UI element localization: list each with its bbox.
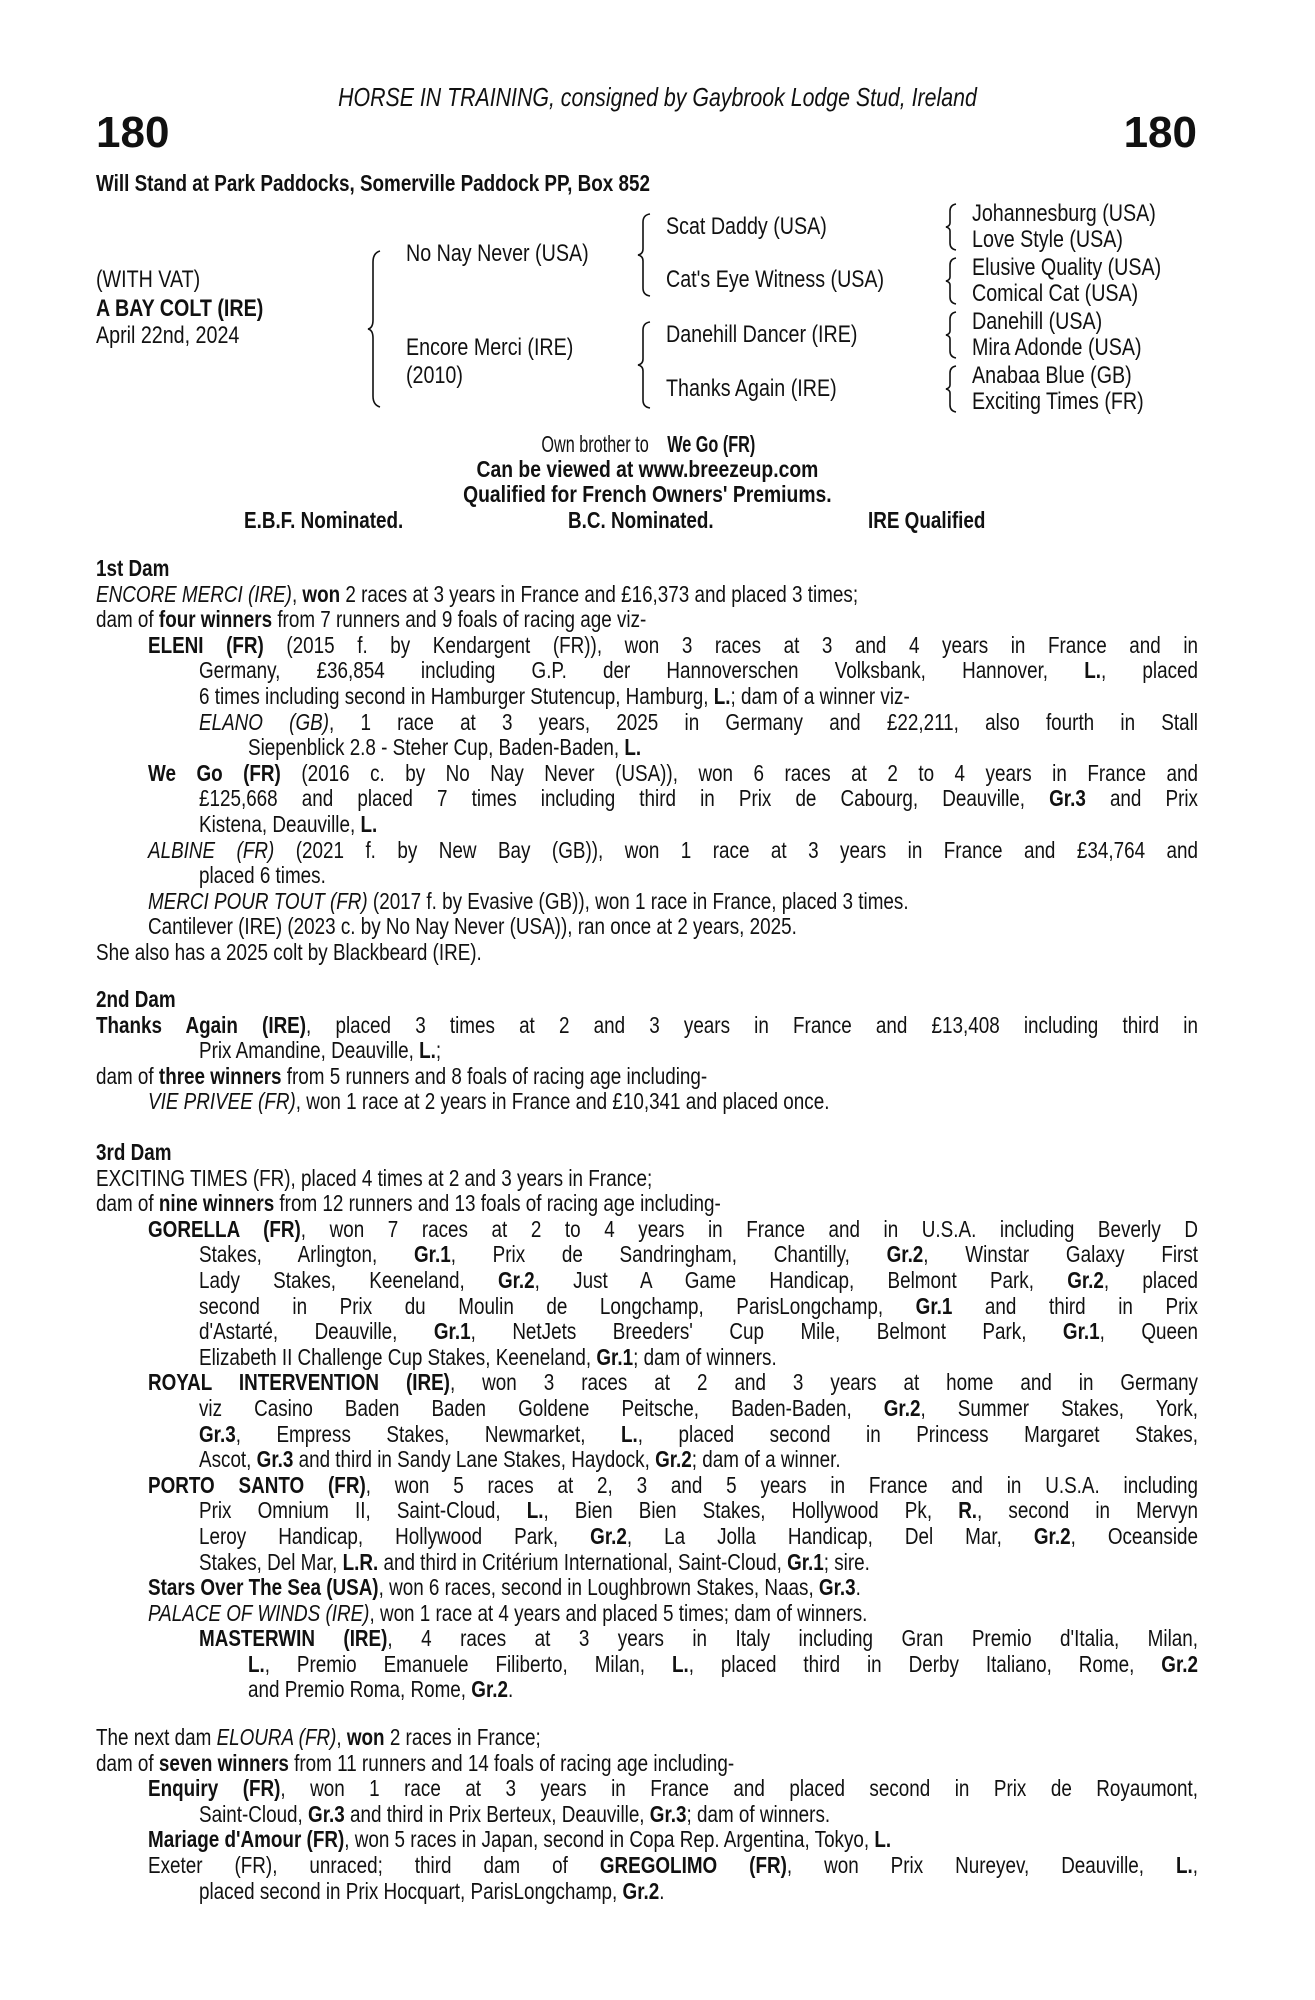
bold-run: Mariage d'Amour (FR) <box>148 1826 345 1853</box>
pedigree-brace <box>946 311 958 359</box>
text-run: , NetJets Breeders' Cup Mile, Belmont Park, <box>470 1318 1063 1345</box>
record-line <box>96 1725 1198 1751</box>
dam-dam: Thanks Again (IRE) <box>666 375 837 402</box>
pedigree-brace <box>946 257 958 305</box>
text-run: , placed <box>1101 657 1198 684</box>
premiums-text: Qualified for French Owners' Premiums. <box>462 481 832 507</box>
text-run: dam of <box>96 606 159 633</box>
record-line <box>199 1038 1198 1064</box>
italic-run: ELOURA (FR) <box>216 1724 337 1750</box>
record-line <box>248 1677 1198 1703</box>
text-run: (2017 f. by Evasive (GB)), won 1 race in France, placed 3 times. <box>367 887 909 914</box>
own-brother-name: We Go (FR) <box>666 431 755 457</box>
text-run: 2 races at 3 years in France and £16,373 and placed 3 times; <box>340 580 859 607</box>
consignor-line: HORSE IN TRAINING, consigned by Gaybrook Lodge Stud, Ireland <box>338 82 977 112</box>
bold-run: Gr.2 <box>1033 1522 1071 1549</box>
lot-number-left: 180 <box>96 108 170 157</box>
record-line <box>96 940 1198 966</box>
record-line <box>148 914 1198 940</box>
record-line <box>199 1319 1198 1345</box>
text-run: The next dam <box>96 1724 217 1750</box>
text-run: She also has a 2025 colt by Blackbeard (IRE). <box>96 938 482 965</box>
foaling-date: April 22nd, 2024 <box>96 322 240 349</box>
text-run: , Prix de Sandringham, Chantilly, <box>450 1241 887 1268</box>
record-line <box>199 710 1198 736</box>
text-run: dam of <box>96 1749 159 1776</box>
text-run: , won 1 race at 3 years in France and placed second in Prix de Royaumont, <box>280 1775 1198 1802</box>
text-run: , won 1 race at 4 years and placed 5 times; dam of winners. <box>369 1599 868 1626</box>
text-run: , La Jolla Handicap, Del Mar, <box>626 1522 1034 1549</box>
text-run: ; dam of a winner viz- <box>730 682 910 709</box>
record-line <box>199 1626 1198 1652</box>
record-line <box>148 1473 1198 1499</box>
record-line <box>248 735 1198 761</box>
text-run: , <box>1192 1851 1199 1878</box>
text-run: Ascot, <box>199 1446 257 1473</box>
viewing-note <box>0 456 1294 483</box>
text-run: , placed second in Princess Margaret Stakes, <box>637 1420 1198 1447</box>
lot-number-right: 180 <box>1123 108 1197 157</box>
text-run: and third in Prix <box>952 1292 1198 1319</box>
text-run: . <box>855 1574 861 1601</box>
record-line <box>96 1064 1198 1090</box>
bold-run: L. <box>360 810 378 837</box>
text-run: , won 7 races at 2 to 4 years in France and in U.S.A. including Beverly D <box>300 1215 1198 1242</box>
record-line <box>148 1217 1198 1243</box>
bold-run: L. <box>248 1650 265 1677</box>
dam-year: (2010) <box>406 362 463 389</box>
italic-run: ELANO (GB) <box>199 708 329 735</box>
record-line <box>248 1652 1198 1678</box>
pedigree-brace <box>946 203 958 251</box>
text-run: dam of <box>96 1190 159 1217</box>
bold-run: MASTERWIN (IRE) <box>199 1625 388 1652</box>
premiums-note <box>0 481 1294 508</box>
record-line <box>148 889 1198 915</box>
italic-run: ALBINE (FR) <box>148 836 275 863</box>
vat-label: (WITH VAT) <box>96 266 201 293</box>
record-line <box>96 1013 1198 1039</box>
ire-qualified: IRE Qualified <box>868 507 986 533</box>
record-line <box>96 582 1198 608</box>
record-line <box>148 838 1198 864</box>
text-run: Prix Omnium II, Saint-Cloud, <box>199 1497 527 1524</box>
bold-run: L. <box>1084 657 1101 684</box>
bold-run: Gr.3 <box>256 1446 294 1473</box>
sire-dam: Cat's Eye Witness (USA) <box>666 266 885 293</box>
text-run: ; sire. <box>823 1548 870 1575</box>
text-run: , Empress Stakes, Newmarket, <box>235 1420 622 1447</box>
text-run: from 12 runners and 13 foals of racing age including- <box>274 1190 721 1217</box>
text-run: , won 6 races, second in Loughbrown Stakes, Naas, <box>378 1574 819 1601</box>
bold-run: Gr.2 <box>1161 1650 1198 1677</box>
ancestor: Anabaa Blue (GB) <box>972 362 1132 389</box>
catalogue-header <box>0 82 1315 113</box>
record-line <box>148 1776 1198 1802</box>
record-line <box>96 1166 1198 1192</box>
text-run: , second in Mervyn <box>977 1497 1199 1524</box>
ancestor: Danehill (USA) <box>972 308 1103 335</box>
text-run: (2016 c. by No Nay Never (USA)), won 6 races at 2 to 4 years in France and <box>280 759 1198 786</box>
bold-run: Gr.1 <box>787 1548 824 1575</box>
text-run: Stakes, Arlington, <box>199 1241 414 1268</box>
text-run: 6 times including second in Hamburger Stutencup, Hamburg, <box>199 682 714 709</box>
second-dam-section <box>0 987 1315 1115</box>
text-run: , placed third in Derby Italiano, Rome, <box>688 1650 1162 1677</box>
record-line <box>199 786 1198 812</box>
next-dam-section <box>0 1725 1315 1904</box>
record-line <box>96 607 1198 633</box>
record-line <box>148 1601 1198 1627</box>
record-line <box>199 1550 1198 1576</box>
text-run: ; dam of a winner. <box>691 1446 841 1473</box>
record-line <box>148 761 1198 787</box>
text-run: , won 5 races in Japan, second in Copa Rep. Argentina, Tokyo, <box>344 1826 875 1853</box>
bold-run: L. <box>419 1037 436 1064</box>
text-run: Prix Amandine, Deauville, <box>199 1037 420 1064</box>
italic-run: VIE PRIVEE (FR) <box>148 1088 296 1115</box>
text-run: £125,668 and placed 7 times including third in Prix de Cabourg, Deauville, <box>199 785 1050 812</box>
record-line <box>199 863 1198 889</box>
text-run: and Premio Roma, Rome, <box>248 1676 472 1703</box>
sire: No Nay Never (USA) <box>406 240 589 267</box>
record-line <box>199 1879 1198 1905</box>
dam: Encore Merci (IRE) <box>406 334 574 361</box>
bold-run: GORELLA (FR) <box>148 1215 301 1242</box>
bold-run: GREGOLIMO (FR) <box>599 1851 787 1878</box>
bold-run: ROYAL INTERVENTION (IRE) <box>148 1369 450 1396</box>
text-run: from 5 runners and 8 foals of racing age including- <box>281 1062 708 1089</box>
bold-run: L. <box>1175 1851 1193 1878</box>
ancestor: Elusive Quality (USA) <box>972 254 1162 281</box>
record-line <box>148 1575 1198 1601</box>
bold-run: Thanks Again (IRE) <box>96 1011 307 1038</box>
text-run: Stakes, Del Mar, <box>199 1548 343 1575</box>
ancestor: Love Style (USA) <box>972 226 1123 253</box>
text-run: d'Astarté, Deauville, <box>199 1318 434 1345</box>
record-line <box>199 1345 1198 1371</box>
bold-run: Gr.2 <box>471 1676 508 1703</box>
bold-run: nine winners <box>158 1190 275 1217</box>
first-dam-section <box>0 556 1315 966</box>
text-run: ; dam of winners. <box>633 1343 777 1370</box>
text-run: , placed 3 times at 2 and 3 years in France and £13,408 including third in <box>306 1011 1198 1038</box>
text-run: , won 3 races at 2 and 3 years at home and in Germany <box>449 1369 1198 1396</box>
ancestor: Comical Cat (USA) <box>972 280 1139 307</box>
bold-run: L. <box>621 1420 638 1447</box>
bold-run: L. <box>526 1497 544 1524</box>
bold-run: We Go (FR) <box>148 759 281 786</box>
record-line <box>199 1422 1198 1448</box>
own-brother-prefix: Own brother to <box>540 431 649 457</box>
viewing-text: Can be viewed at www.breezeup.com <box>476 456 818 482</box>
section-heading: 2nd Dam <box>96 986 176 1012</box>
text-run: . <box>507 1676 514 1703</box>
bold-run: ELENI (FR) <box>148 631 264 658</box>
text-run: , Queen <box>1099 1318 1199 1345</box>
ebf-nominated: E.B.F. Nominated. <box>244 507 404 533</box>
bold-run: Enquiry (FR) <box>148 1775 281 1802</box>
text-run: , Summer Stakes, York, <box>920 1394 1199 1421</box>
text-run: , won 5 races at 2, 3 and 5 years in France and in U.S.A. including <box>365 1471 1198 1498</box>
ancestor: Exciting Times (FR) <box>972 388 1144 415</box>
record-line <box>199 1524 1198 1550</box>
italic-run: MERCI POUR TOUT (FR) <box>148 887 368 914</box>
text-run: , Winstar Galaxy First <box>923 1241 1198 1268</box>
record-line <box>199 684 1198 710</box>
record-line <box>148 1370 1198 1396</box>
text-run: and third in Sandy Lane Stakes, Haydock, <box>293 1446 656 1473</box>
text-run: Elizabeth II Challenge Cup Stakes, Keeneland, <box>199 1343 597 1370</box>
ancestor: Mira Adonde (USA) <box>972 334 1142 361</box>
text-run: , <box>291 580 303 607</box>
text-run: viz Casino Baden Baden Goldene Peitsche, Baden-Baden, <box>199 1394 884 1421</box>
record-line <box>96 1191 1198 1217</box>
bold-run: Gr.2 <box>883 1394 921 1421</box>
text-run: , won Prix Nureyev, Deauville, <box>786 1851 1176 1878</box>
bold-run: Gr.2 <box>622 1877 660 1904</box>
bold-run: Gr.3 <box>308 1800 345 1827</box>
text-run: , Oceanside <box>1070 1522 1198 1549</box>
text-run: dam of <box>96 1062 159 1089</box>
record-line <box>199 1498 1198 1524</box>
bold-run: Gr.1 <box>596 1343 634 1370</box>
bold-run: Gr.2 <box>655 1446 692 1473</box>
text-run: and Prix <box>1085 785 1198 812</box>
text-run: placed 6 times. <box>199 862 326 889</box>
section-heading: 3rd Dam <box>96 1139 172 1165</box>
bold-run: Gr.3 <box>818 1574 856 1601</box>
text-run: Germany, £36,854 including G.P. der Hannoverschen Volksbank, Hannover, <box>199 657 1085 684</box>
bold-run: Gr.3 <box>649 1800 687 1827</box>
text-run: from 7 runners and 9 foals of racing age viz- <box>272 606 647 633</box>
record-line <box>199 1396 1198 1422</box>
bold-run: Gr.3 <box>199 1420 236 1447</box>
text-run: , Just A Game Handicap, Belmont Park, <box>534 1266 1068 1293</box>
text-run: placed second in Prix Hocquart, ParisLongchamp, <box>199 1877 623 1904</box>
bold-run: L. <box>874 1826 892 1853</box>
text-run: Leroy Handicap, Hollywood Park, <box>199 1522 591 1549</box>
text-run: and third in Critérium International, Saint-Cloud, <box>378 1548 788 1575</box>
bc-nominated: B.C. Nominated. <box>568 507 714 533</box>
text-run: ; <box>435 1037 442 1064</box>
text-run: , placed <box>1103 1266 1198 1293</box>
bold-run: L. <box>713 682 731 709</box>
text-run: second in Prix du Moulin de Longchamp, ParisLongchamp, <box>199 1292 916 1319</box>
text-run: Kistena, Deauville, <box>199 810 361 837</box>
bold-run: Gr.1 <box>1062 1318 1100 1345</box>
bold-run: Gr.1 <box>915 1292 953 1319</box>
bold-run: L. <box>624 734 642 761</box>
text-run: Cantilever (IRE) (2023 c. by No Nay Never (USA)), ran once at 2 years, 2025. <box>148 913 797 940</box>
text-run: . <box>659 1877 665 1904</box>
text-run: , won 1 race at 2 years in France and £10,341 and placed once. <box>295 1088 830 1115</box>
italic-run: PALACE OF WINDS (IRE) <box>148 1599 370 1626</box>
text-run: from 11 runners and 14 foals of racing age including- <box>288 1749 735 1776</box>
text-run: , <box>336 1724 347 1750</box>
bold-run: seven winners <box>158 1749 289 1776</box>
record-line <box>199 658 1198 684</box>
stand-location: Will Stand at Park Paddocks, Somerville Paddock PP, Box 852 <box>96 170 650 196</box>
own-brother-note <box>0 431 1294 458</box>
sire-sire: Scat Daddy (USA) <box>666 213 827 240</box>
third-dam-section <box>0 1140 1315 1703</box>
record-line <box>148 633 1198 659</box>
horse-name: A BAY COLT (IRE) <box>96 295 264 322</box>
text-run: EXCITING TIMES (FR), placed 4 times at 2 and 3 years in France; <box>96 1164 653 1191</box>
text-run: , Premio Emanuele Filiberto, Milan, <box>264 1650 672 1677</box>
text-run: , 4 races at 3 years in Italy including Gran Premio d'Italia, Milan, <box>387 1625 1199 1652</box>
pedigree-brace <box>946 365 958 413</box>
pedigree-brace <box>638 321 652 409</box>
bold-run: R. <box>958 1497 978 1524</box>
text-run: 2 races in France; <box>384 1724 541 1750</box>
bold-run: Gr.2 <box>886 1241 924 1268</box>
record-line <box>199 1294 1198 1320</box>
bold-run: L. <box>671 1650 689 1677</box>
text-run: Exeter (FR), unraced; third dam of <box>148 1851 600 1878</box>
record-line <box>199 1802 1198 1828</box>
record-line <box>96 1751 1198 1777</box>
section-heading: 1st Dam <box>96 555 170 581</box>
bold-run: Gr.3 <box>1049 785 1086 812</box>
bold-run: Gr.1 <box>433 1318 471 1345</box>
bold-run: Gr.2 <box>497 1266 535 1293</box>
bold-run: won <box>302 580 341 607</box>
text-run: and third in Prix Berteux, Deauville, <box>344 1800 650 1827</box>
bold-run: three winners <box>158 1062 282 1089</box>
text-run: ; dam of winners. <box>686 1800 831 1827</box>
text-run: , 1 race at 3 years, 2025 in Germany and £22,211, also fourth in Stall <box>328 708 1198 735</box>
bold-run: Gr.2 <box>1067 1266 1104 1293</box>
bold-run: Stars Over The Sea (USA) <box>148 1574 379 1601</box>
text-run: (2021 f. by New Bay (GB)), won 1 race at 3 years in France and £34,764 and <box>274 836 1198 863</box>
pedigree-brace <box>368 250 382 408</box>
text-run: Lady Stakes, Keeneland, <box>199 1266 498 1293</box>
record-line <box>199 812 1198 838</box>
italic-run: ENCORE MERCI (IRE) <box>96 580 292 607</box>
bold-run: L.R. <box>342 1548 379 1575</box>
record-line <box>199 1447 1198 1473</box>
dam-sire: Danehill Dancer (IRE) <box>666 321 858 348</box>
record-line <box>148 1853 1198 1879</box>
text-run: Siepenblick 2.8 - Steher Cup, Baden-Baden, <box>248 734 625 761</box>
text-run: , Bien Bien Stakes, Hollywood Pk, <box>543 1497 959 1524</box>
record-line <box>199 1242 1198 1268</box>
record-line <box>199 1268 1198 1294</box>
pedigree-brace <box>638 213 652 297</box>
bold-run: four winners <box>158 606 273 633</box>
text-run: (2015 f. by Kendargent (FR)), won 3 races at 3 and 4 years in France and in <box>263 631 1198 658</box>
bold-run: won <box>346 1724 385 1750</box>
bold-run: PORTO SANTO (FR) <box>148 1471 366 1498</box>
text-run: Saint-Cloud, <box>199 1800 309 1827</box>
bold-run: Gr.1 <box>413 1241 451 1268</box>
ancestor: Johannesburg (USA) <box>972 200 1156 227</box>
record-line <box>148 1827 1198 1853</box>
record-line <box>148 1089 1198 1115</box>
bold-run: Gr.2 <box>590 1522 627 1549</box>
